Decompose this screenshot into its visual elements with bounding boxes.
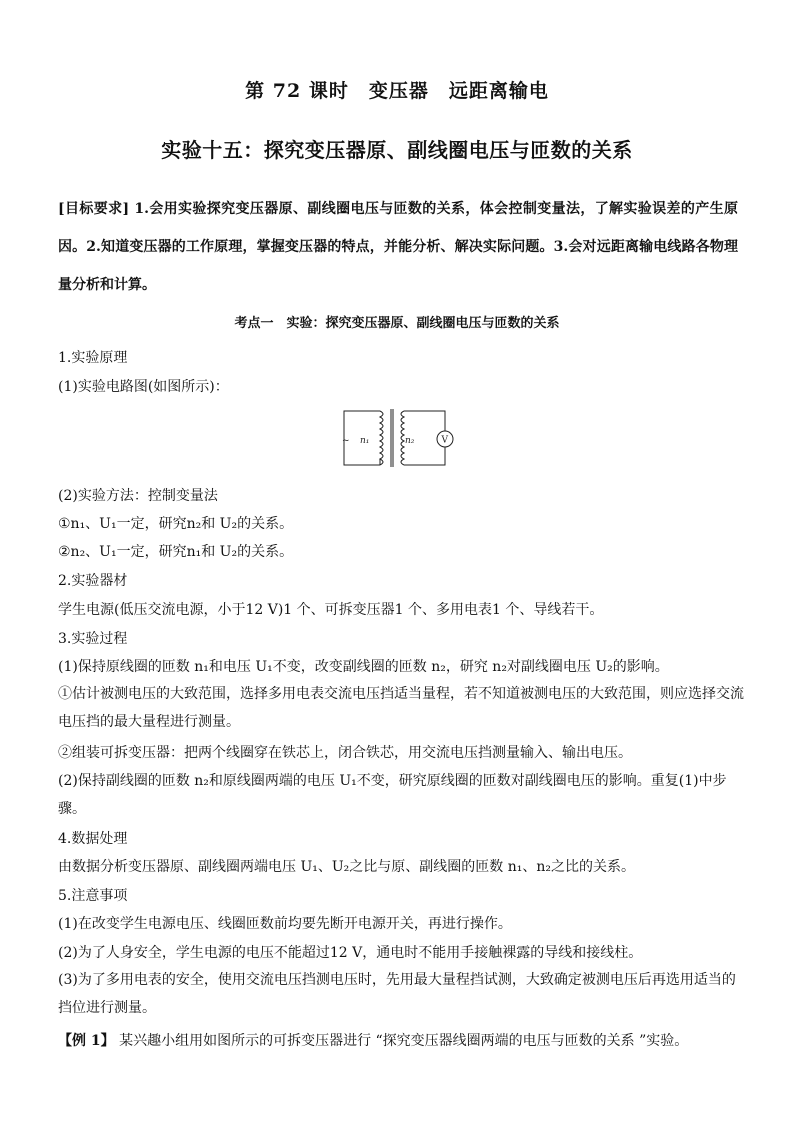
secondary-wire-top (404, 411, 445, 431)
method-item-1: ①n₁、U₁一定，研究n₂和 U₂的关系。 (58, 516, 294, 532)
secondary-wire-bottom (404, 447, 445, 465)
heading-principle: 1.实验原理 (58, 350, 128, 366)
data-processing-text: 由数据分析变压器原、副线圈两端电压 U₁、U₂之比与原、副线圈的匝数 n₁、n₂之比的关系。 (58, 859, 635, 875)
example-text: 某兴趣小组用如图所示的可拆变压器进行 “探究变压器线圈两端的电压与匝数的关系 ”实验。 (114, 1033, 689, 1049)
page-subtitle: 实验十五：探究变压器原、副线圈电压与匝数的关系 (161, 138, 633, 162)
transformer-circuit-diagram (340, 405, 460, 475)
label-n2: n₂ (405, 436, 415, 446)
learning-goals (58, 190, 738, 304)
voltmeter-label: V (441, 435, 448, 446)
secondary-coil (401, 411, 404, 465)
note-2: (2)为了人身安全，学生电源的电压不能超过12 V，通电时不能用手接触裸露的导线和接线柱。 (58, 945, 643, 961)
goals-text: 1.会用实验探究变压器原、副线圈电压与匝数的关系，体会控制变量法，了解实验误差的产生原因。2.知道变压器的工作原理，掌握变压器的特点，并能分析、解决实际问题。3.会对远距离输电线路各物理量分析和计算。 (58, 201, 738, 293)
example-tag: 【例 1】 (58, 1033, 115, 1049)
section-title: 考点一 实验：探究变压器原、副线圈电压与匝数的关系 (234, 316, 560, 331)
label-n1: n₁ (360, 436, 370, 446)
method-item-2: ②n₂、U₁一定，研究n₁和 U₂的关系。 (58, 544, 294, 560)
ac-source-symbol: ~ (342, 436, 350, 446)
note-1: (1)在改变学生电源电压、线圈匝数前均要先断开电源开关，再进行操作。 (58, 916, 512, 932)
heading-procedure: 3.实验过程 (58, 631, 128, 647)
primary-coil (380, 411, 383, 465)
procedure-step-1: (1)保持原线圈的匝数 n₁和电压 U₁不变，改变副线圈的匝数 n₂，研究 n₂对副线圈电压 U₂的影响。 (58, 659, 669, 675)
heading-equipment: 2.实验器材 (58, 573, 128, 589)
heading-data-processing: 4.数据处理 (58, 831, 128, 847)
equipment-list: 学生电源(低压交流电源，小于12 V)1 个、可拆变压器1 个、多用电表1 个、导线若干。 (58, 602, 604, 618)
page-title: 第 72 课时 变压器 远距离输电 (245, 80, 549, 102)
procedure-step-1b: ②组装可拆变压器：把两个线圈穿在铁芯上，闭合铁芯，用交流电压挡测量输入、输出电压。 (58, 745, 632, 761)
procedure-step-2: (2)保持副线圈的匝数 n₂和原线圈两端的电压 U₁不变，研究原线圈的匝数对副线圈电压的影响。重复(1)中步骤。 (58, 773, 727, 817)
procedure-step-1a: ①估计被测电压的大致范围，选择多用电表交流电压挡适当量程，若不知道被测电压的大致范围，则应选择交流电压挡的最大量程进行测量。 (58, 686, 744, 730)
example-1 (58, 1031, 748, 1051)
method-line: (2)实验方法：控制变量法 (58, 488, 218, 504)
heading-notes: 5.注意事项 (58, 888, 128, 904)
circuit-caption: (1)实验电路图(如图所示)： (58, 379, 229, 395)
goals-tag: [目标要求] (58, 201, 130, 217)
note-3: (3)为了多用电表的安全，使用交流电压挡测电压时，先用最大量程挡试测，大致确定被测电压后再选用适当的挡位进行测量。 (58, 972, 736, 1016)
